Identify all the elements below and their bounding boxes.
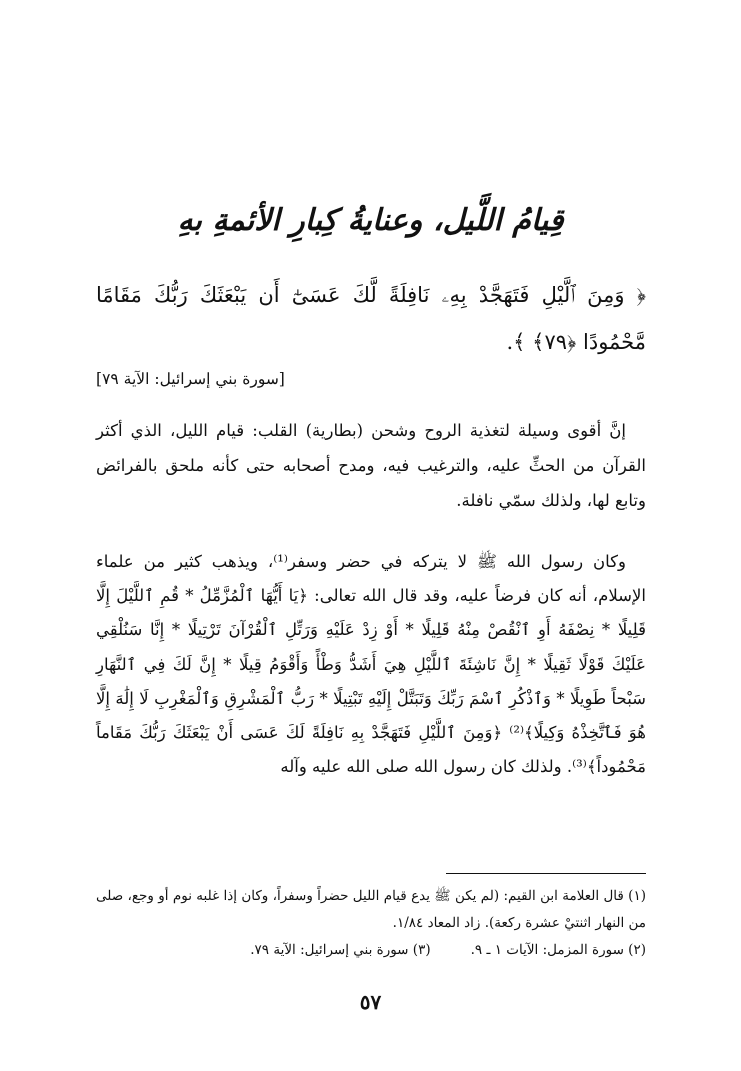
verse-reference xyxy=(96,366,646,392)
footnote-3: (٣) سورة بني إسرائيل: الآية ٧٩. xyxy=(250,942,431,958)
verse-reference-text: [سورة بني إسرائيل: الآية ٧٩] xyxy=(96,370,285,388)
footnotes xyxy=(96,883,646,964)
opening-quran-verse: ﴿ وَمِنَ ٱلَّيْلِ فَتَهَجَّدْ بِهِۦ نَافِلَةً لَّكَ عَسَىٰٓ أَن يَبْعَثَكَ رَبُّكَ مَقَامًا مَّحْمُودًا ﴿٧٩﴾ ﴾. xyxy=(96,283,646,354)
footnote-divider xyxy=(446,873,646,874)
body-paragraph-1: إنَّ أقوى وسيلة لتغذية الروح وشحن (بطارية) القلب: قيام الليل، الذي أكثر القرآن من الحثِّ عليه، والترغيب فيه، ومدح أصحابه حتى كأنه ملحق بالفرائض وتابع لها، ولذلك سمّي نافلة. xyxy=(96,421,646,510)
footnote-2: (٢) سورة المزمل: الآيات ١ ـ ٩. xyxy=(470,942,646,958)
footnote-row xyxy=(96,937,646,964)
page-number: ٥٧ xyxy=(359,990,382,1014)
chapter-title: قِيامُ اللَّيل، وعنايةُ كِبارِ الأئمةِ بهِ xyxy=(177,203,564,238)
footnote-1: (١) قال العلامة ابن القيم: (لم يكن ﷺ يدع قيام الليل حضراً وسفراً، وكان إذا غلبه نوم أو وجع، صلى من النهار اثنتيْ عشرة ركعة). زاد المعاد ١/٨٤. xyxy=(96,888,646,931)
body-paragraph-2: وكان رسول الله ﷺ لا يتركه في حضر وسفر⁽¹⁾، ويذهب كثير من علماء الإسلام، أنه كان فرضاً عليه، وقد قال الله تعالى: ﴿يَا أَيُّهَا ٱلْمُزَّمِّلُ * قُمِ ٱللَّيْلَ إِلَّا قَلِيلًا * نِصْفَهُ أَوِ ٱنْقُصْ مِنْهُ قَلِيلًا * أَوْ زِدْ عَلَيْهِ وَرَتِّلِ ٱلْقُرْآنَ تَرْتِيلًا * إِنَّا سَنُلْقِي عَلَيْكَ قَوْلًا ثَقِيلًا * إِنَّ نَاشِئَةَ ٱللَّيْلِ هِيَ أَشَدُّ وَطْأً وَأَقْوَمُ قِيلًا * إِنَّ لَكَ فِي ٱلنَّهَارِ سَبْحاً طَوِيلًا * وَٱذْكُرِ ٱسْمَ رَبِّكَ وَتَبَتَّلْ إِلَيْهِ تَبْتِيلًا * رَبُّ ٱلْمَشْرِقِ وَٱلْمَغْرِبِ لَا إِلَٰهَ إِلَّا هُوَ فَٱتَّخِذْهُ وَكِيلًا﴾⁽²⁾ ﴿وَمِنَ ٱللَّيْلِ فَتَهَجَّدْ بِهِ نَافِلَةً لَكَ عَسَى أَنْ يَبْعَثَكَ رَبُّكَ مَقَاماً مَحْمُوداً﴾⁽³⁾. ولذلك كان رسول الله صلى الله عليه وآله xyxy=(96,552,646,777)
